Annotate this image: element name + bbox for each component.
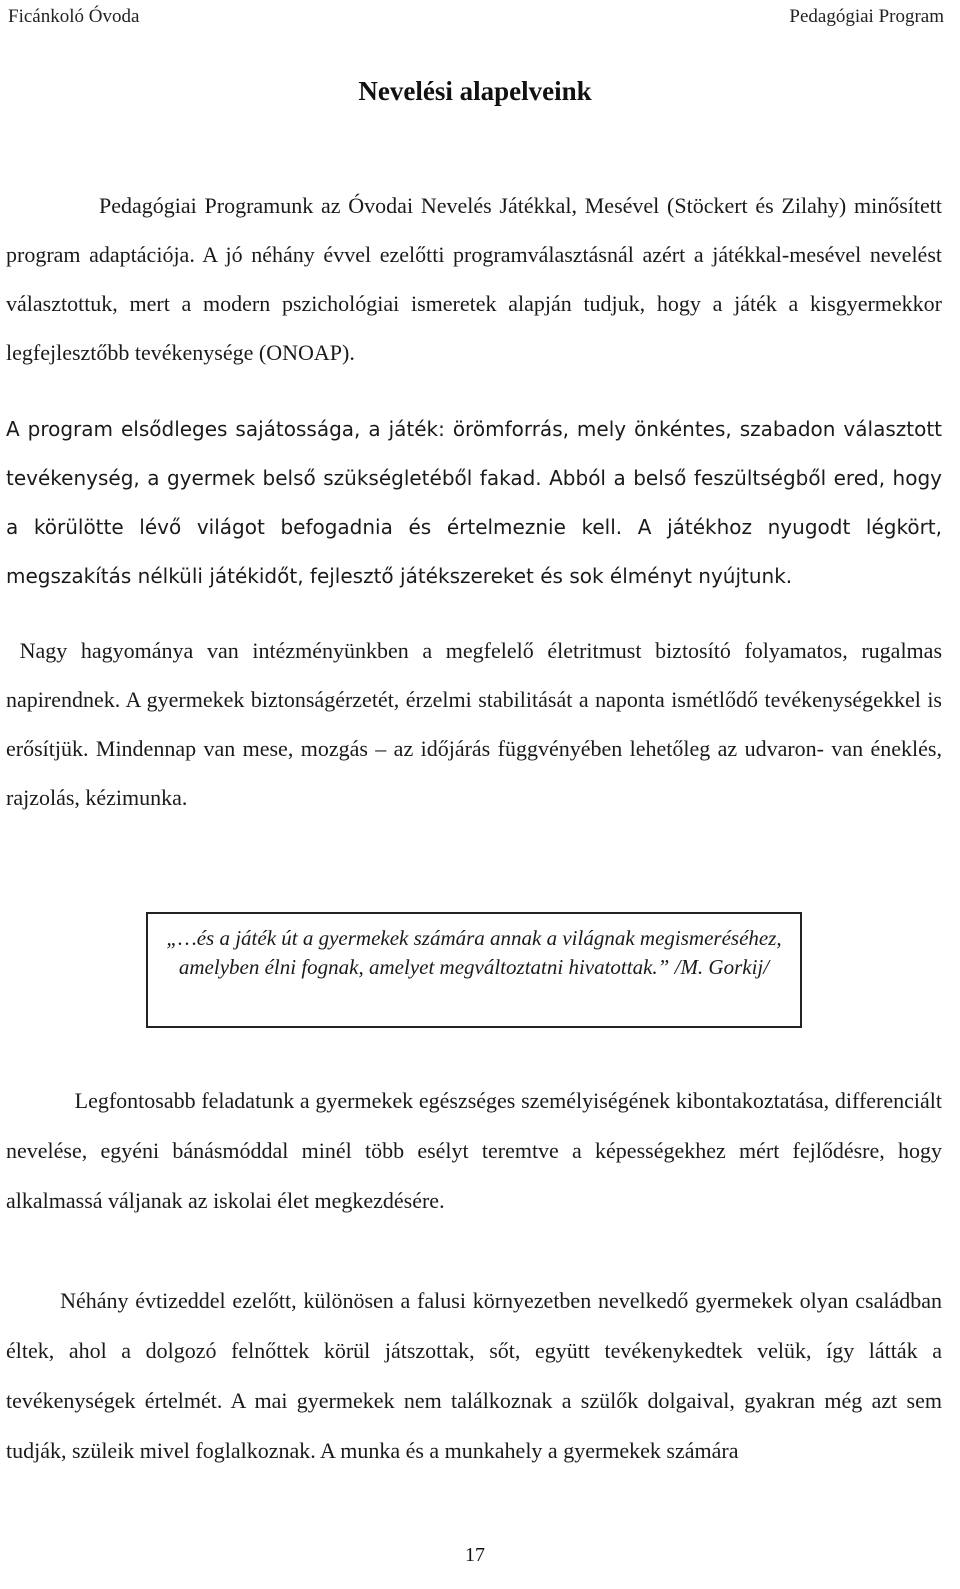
header-left: Ficánkoló Óvoda xyxy=(8,6,140,27)
page-number: 17 xyxy=(465,1544,485,1566)
header-right: Pedagógiai Program xyxy=(789,6,944,27)
paragraph-intro: Pedagógiai Programunk az Óvodai Nevelés Játékkal, Mesével (Stöckert és Zilahy) minősített program adaptációja. A jó néhány évvel ezelőtti programválasztásnál azért a játékkal-mesével nevelést választottuk, mert a modern pszichológiai ismeretek alapján tudjuk, hogy a játék a kisgyermekkor legfejlesztőbb tevékenysége (ONOAP). xyxy=(6,193,942,365)
gorkij-quote: „…és a játék út a gyermekek számára annak a világnak megismeréséhez, amelyben élni fognak, amelyet megváltoztatni hivatottak.” /M. Gorkij/ xyxy=(166,926,782,979)
paragraph-program: A program elsődleges sajátossága, a játék: örömforrás, mely önkéntes, szabadon választott tevékenység, a gyermek belső szükségletéből fakad. Abból a belső feszültségből ered, hogy a körülötte lévő világot befogadnia és értelmeznie kell. A játékhoz nyugodt légkört, megszakítás nélküli játékidőt, fejlesztő játékszereket és sok élményt nyújtunk. xyxy=(6,417,942,588)
quote-box xyxy=(146,912,802,1028)
paragraph-decades-ago: Néhány évtizeddel ezelőtt, különösen a falusi környezetben nevelkedő gyermekek olyan családban éltek, ahol a dolgozó felnőttek körül játszottak, sőt, együtt tevékenykedtek velük, így látták a tevékenységek értelmét. A mai gyermekek nem találkoznak a szülők dolgaival, gyakran még azt sem tudják, szüleik mivel foglalkoznak. A munka és a munkahely a gyermekek számára xyxy=(6,1288,942,1463)
page-title: Nevelési alapelveink xyxy=(358,76,592,106)
paragraph-main-task: Legfontosabb feladatunk a gyermekek egészséges személyiségének kibontakoztatása, differenciált nevelése, egyéni bánásmóddal minél több esélyt teremtve a képességekhez mért fejlődésre, hogy alkalmassá váljanak az iskolai élet megkezdésére. xyxy=(6,1088,942,1213)
paragraph-daily-routine: Nagy hagyománya van intézményünkben a megfelelő életritmust biztosító folyamatos, rugalmas napirendnek. A gyermekek biztonságérzetét, érzelmi stabilitását a naponta ismétlődő tevékenységekkel is erősítjük. Mindennap van mese, mozgás – az időjárás függvényében lehetőleg az udvaron- van éneklés, rajzolás, kézimunka. xyxy=(6,638,942,810)
